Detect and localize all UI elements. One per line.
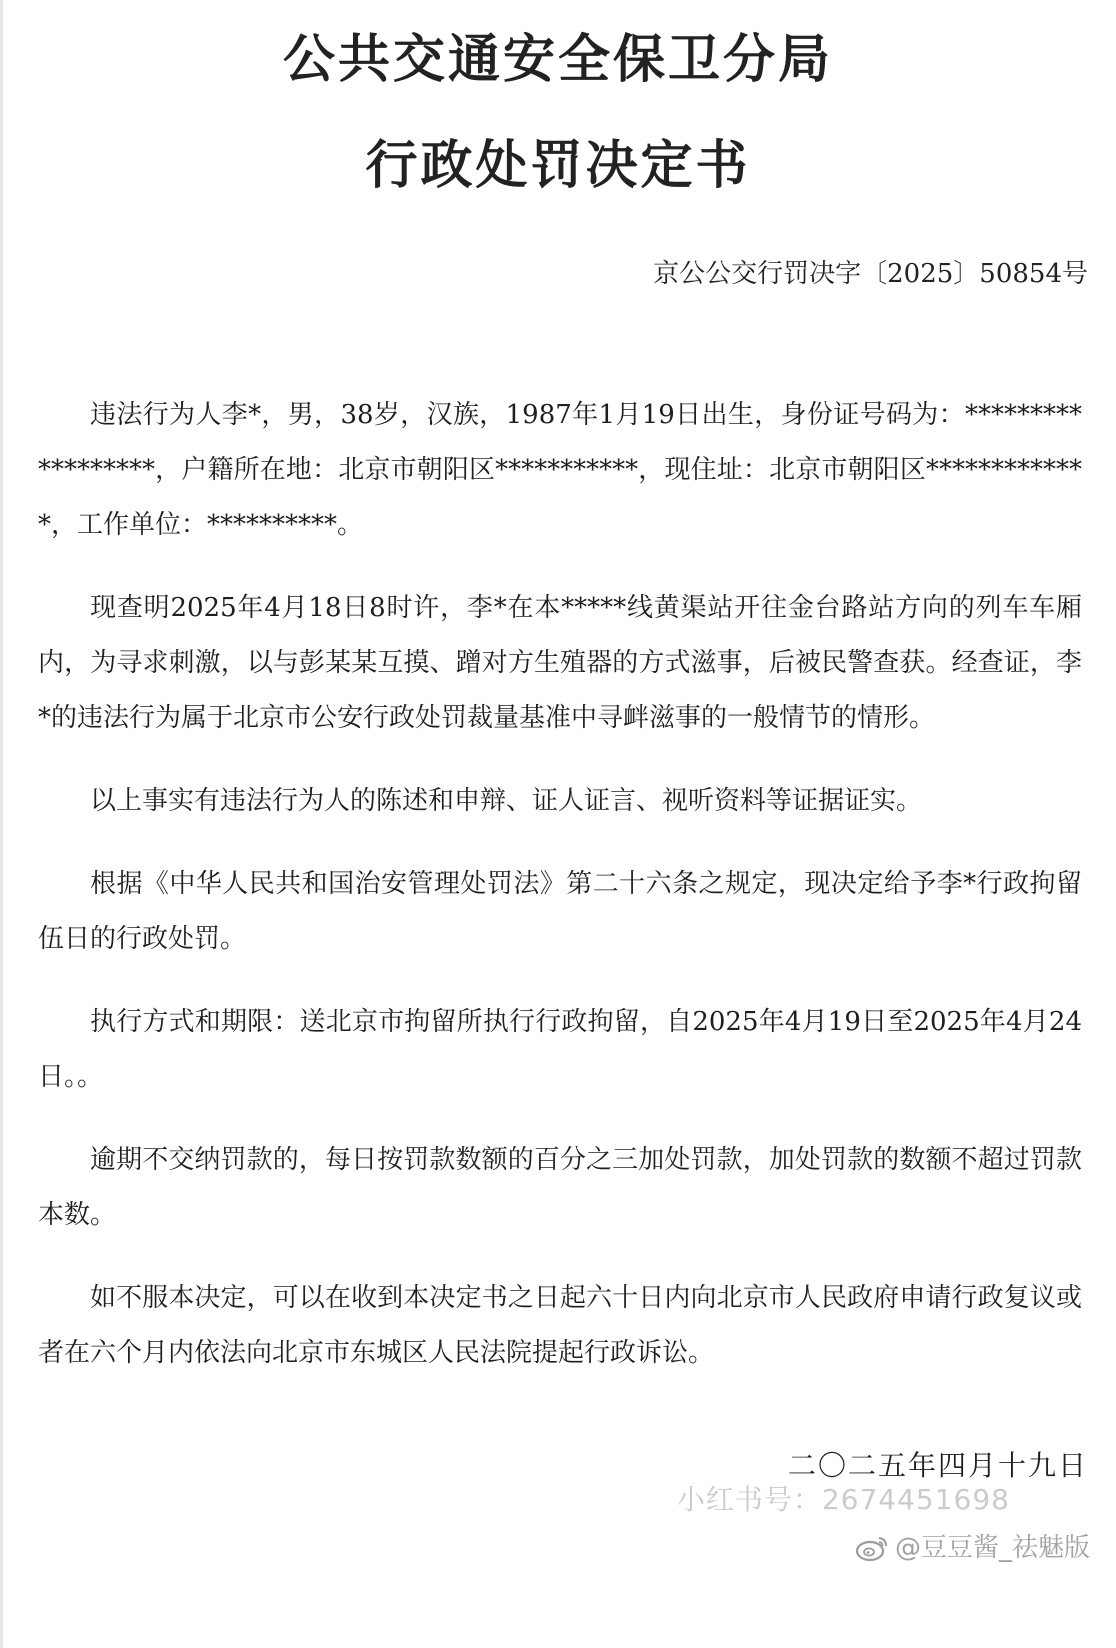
xiaohongshu-watermark: 小红书号：2674451698 [676, 1483, 1010, 1516]
document-title: 行政处罚决定书 [365, 135, 751, 196]
paragraph-execution: 执行方式和期限：送北京市拘留所执行行政拘留，自2025年4月19日至2025年4月24日。。 [38, 1007, 1082, 1092]
weibo-logo-icon [855, 1534, 889, 1562]
paragraph-evidence: 以上事实有违法行为人的陈述和申辩、证人证言、视听资料等证据证实。 [90, 786, 923, 816]
document-body [38, 388, 1082, 1409]
paragraph-appeal: 如不服本决定，可以在收到本决定书之日起六十日内向北京市人民政府申请行政复议或者在六个月内依法向北京市东城区人民法院提起行政诉讼。 [38, 1283, 1082, 1368]
paragraph-decision: 根据《中华人民共和国治安管理处罚法》第二十六条之规定，现决定给予李*行政拘留伍日的行政处罚。 [38, 869, 1082, 954]
paragraph-facts: 现查明2025年4月18日8时许，李*在本*****线黄渠站开往金台路站方向的列车车厢内，为寻求刺激，以与彭某某互摸、蹭对方生殖器的方式滋事，后被民警查获。经查证，李*的违法行为属于北京市公安行政处罚裁量基准中寻衅滋事的一般情节的情形。 [38, 593, 1082, 733]
decision-date: 二〇二五年四月十九日 [787, 1449, 1088, 1482]
paragraph-late-fine: 逾期不交纳罚款的，每日按罚款数额的百分之三加处罚款，加处罚款的数额不超过罚款本数。 [38, 1145, 1082, 1230]
issuer-title: 公共交通安全保卫分局 [282, 29, 833, 90]
document-number: 京公公交行罚决字〔2025〕50854号 [653, 259, 1088, 289]
weibo-watermark [855, 1528, 1090, 1568]
weibo-handle: @豆豆酱_祛魅版 [894, 1533, 1090, 1563]
paragraph-offender-info: 违法行为人李*，男，38岁，汉族，1987年1月19日出生，身份证号码为：******************，户籍所在地：北京市朝阳区***********，现住址：北京市朝阳区*************，工作单位：**********。 [38, 400, 1082, 540]
page-edge-line [0, 0, 3, 1648]
